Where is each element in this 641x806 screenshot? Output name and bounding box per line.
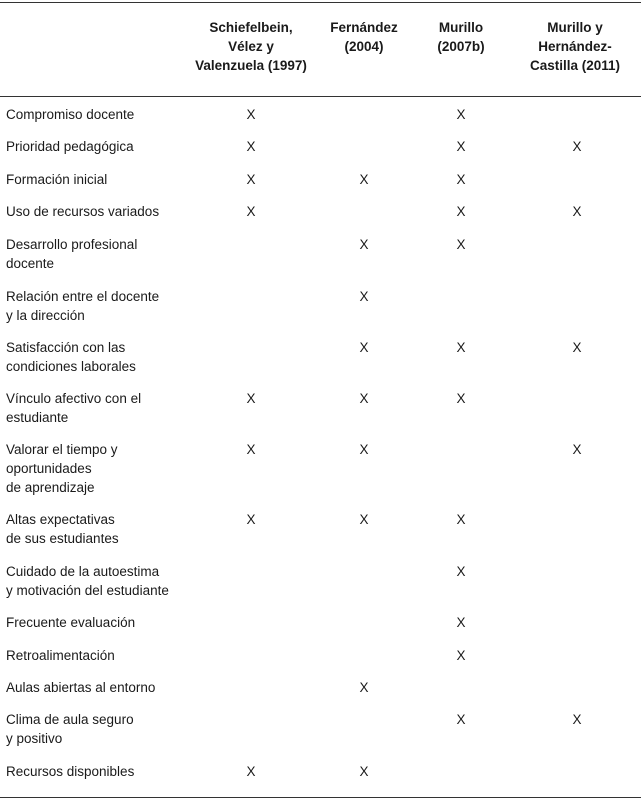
cell-mark: X	[359, 172, 369, 187]
cell-mark: X	[456, 139, 466, 154]
table-top-rule	[0, 2, 641, 3]
column-header-fernandez: Fernández (2004)	[330, 20, 398, 54]
cell-mark: X	[456, 712, 466, 727]
cell-mark: X	[456, 512, 466, 527]
cell-mark: X	[359, 340, 369, 355]
cell-mark: X	[572, 442, 582, 457]
row-label: Desarrollo profesional docente	[6, 237, 138, 271]
cell-mark: X	[572, 204, 582, 219]
column-header-schiefelbein: Schiefelbein, Vélez y Valenzuela (1997)	[195, 20, 307, 73]
column-header-murillo: Murillo (2007b)	[437, 20, 485, 54]
row-label: Uso de recursos variados	[6, 204, 160, 219]
cell-mark: X	[572, 712, 582, 727]
cell-mark: X	[246, 442, 256, 457]
row-label: Aulas abiertas al entorno	[6, 680, 156, 695]
cell-mark: X	[359, 289, 369, 304]
row-label: Compromiso docente	[6, 107, 135, 122]
cell-mark: X	[359, 764, 369, 779]
cell-mark: X	[246, 512, 256, 527]
column-header-murillo-hernandez: Murillo y Hernández- Castilla (2011)	[529, 20, 621, 73]
table-bottom-rule	[0, 797, 641, 798]
cell-mark: X	[456, 237, 466, 252]
cell-mark: X	[456, 204, 466, 219]
cell-mark: X	[572, 139, 582, 154]
cell-mark: X	[359, 442, 369, 457]
row-label: Formación inicial	[6, 172, 108, 187]
cell-mark: X	[456, 172, 466, 187]
cell-mark: X	[359, 680, 369, 695]
cell-mark: X	[456, 564, 466, 579]
cell-mark: X	[246, 107, 256, 122]
cell-mark: X	[456, 391, 466, 406]
row-label: Valorar el tiempo y oportunidades de aprendizaje	[6, 442, 118, 495]
row-label: Relación entre el docente y la dirección	[6, 289, 160, 323]
row-label: Retroalimentación	[6, 648, 115, 663]
cell-mark: X	[359, 237, 369, 252]
cell-mark: X	[456, 107, 466, 122]
cell-mark: X	[246, 764, 256, 779]
cell-mark: X	[572, 340, 582, 355]
row-label: Satisfacción con las condiciones laborales	[6, 340, 136, 374]
row-label: Frecuente evaluación	[6, 615, 136, 630]
cell-mark: X	[456, 648, 466, 663]
row-label: Clima de aula seguro y positivo	[6, 712, 134, 746]
cell-mark: X	[456, 615, 466, 630]
row-label: Recursos disponibles	[6, 764, 135, 779]
row-label: Altas expectativas de sus estudiantes	[6, 512, 119, 546]
cell-mark: X	[246, 172, 256, 187]
row-label: Vínculo afectivo con el estudiante	[6, 391, 142, 425]
cell-mark: X	[359, 391, 369, 406]
cell-mark: X	[359, 512, 369, 527]
cell-mark: X	[246, 204, 256, 219]
cell-mark: X	[246, 139, 256, 154]
cell-mark: X	[246, 391, 256, 406]
header-rule	[0, 96, 641, 97]
row-label: Cuidado de la autoestima y motivación del estudiante	[6, 564, 169, 598]
cell-mark: X	[456, 340, 466, 355]
row-label: Prioridad pedagógica	[6, 139, 134, 154]
